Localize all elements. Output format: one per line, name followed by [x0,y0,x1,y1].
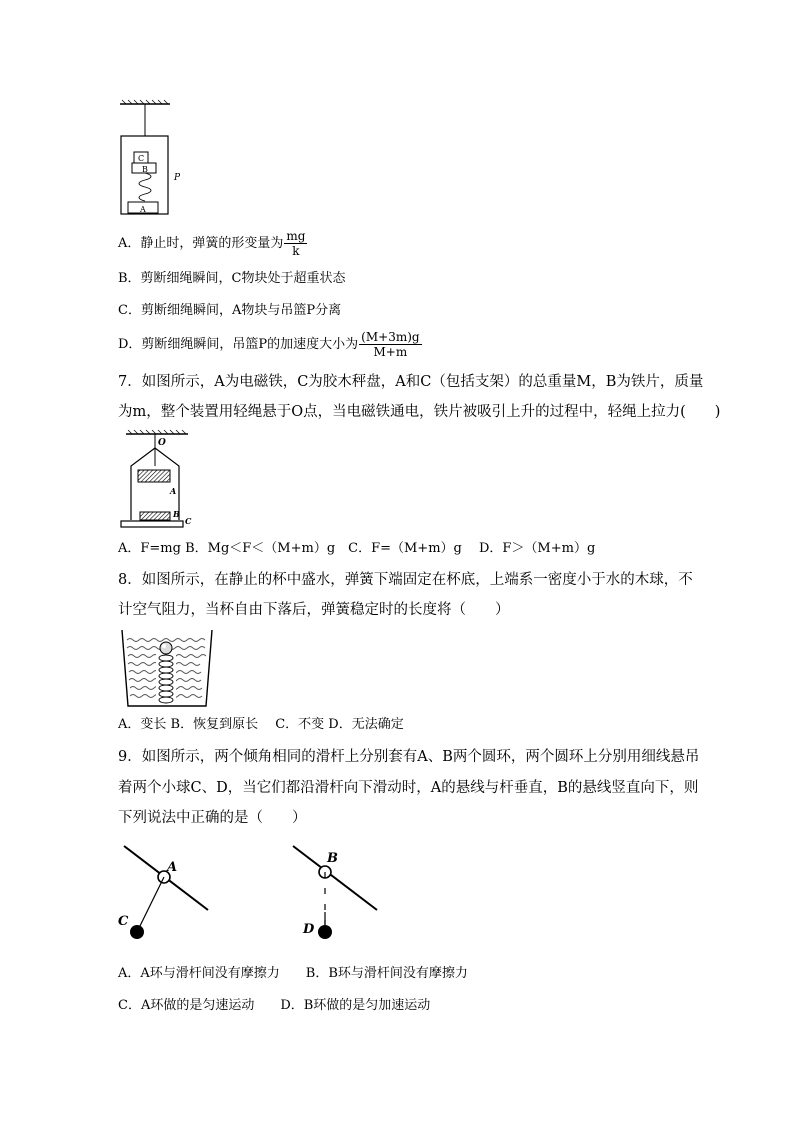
q7-label-c: C [185,516,192,526]
q6-option-b: B．剪断细绳瞬间，C物块处于超重状态 [118,271,346,286]
q7-stem-line-2: 为m，整个装置用轻绳悬于O点，当电磁铁通电，铁片被吸引上升的过程中，轻绳上拉力( ) [118,404,721,420]
q9-stem-line-2: 着两个小球C、D，当它们都沿滑杆向下滑动时，A的悬线与杆垂直，B的悬线竖直向下，则 [118,780,699,796]
q9-rod-a-figure [112,840,222,946]
q9-label-b: B [327,851,338,866]
q8-options: A．变长 B．恢复到原长 C．不变 D．无法确定 [118,717,404,732]
q7-electromagnet-figure [118,428,198,534]
q9-options-row-1: A．A环与滑杆间没有摩擦力 B．B环与滑杆间没有摩擦力 [118,966,468,981]
q9-label-d: D [303,922,315,937]
q6-option-a-text: A．静止时，弹簧的形变量为 [118,236,284,251]
q6-option-a-fraction: $\frac{mg}{k}$ [286,229,306,258]
q6-label-b: B [142,165,148,174]
q7-label-a: A [170,486,177,496]
q6-label-p: P [174,173,181,183]
q6-basket-figure [118,98,190,218]
q6-option-c: C．剪断细绳瞬间，A物块与吊篮P分离 [118,303,342,318]
q9-options-row-2: C．A环做的是匀速运动 D．B环做的是匀加速运动 [118,998,431,1013]
q9-label-c: C [118,914,129,929]
q7-label-b: B [173,509,180,519]
q6-option-d [118,331,422,358]
q9-label-a: A [167,860,178,875]
q8-cup-figure [118,626,214,710]
q7-label-o: O [158,438,166,448]
q6-option-d-text: D．剪断细绳瞬间，吊篮P的加速度大小为 [118,337,359,352]
q9-stem-line-3: 下列说法中正确的是（ ） [118,810,307,826]
q7-options: A．F=mg B．Mg＜F＜（M+m）g C．F=（M+m）g D．F＞（M+m）g [118,541,596,556]
q7-stem-line-1: 7．如图所示，A为电磁铁，C为胶木秤盘，A和C（包括支架）的总重量M，B为铁片，质量 [118,374,704,390]
q9-rod-b-figure [285,840,385,946]
q6-option-a [118,230,307,257]
q6-label-a: A [140,205,146,214]
q6-label-c: C [138,154,145,163]
q8-stem-line-2: 计空气阻力，当杯自由下落后，弹簧稳定时的长度将（ ） [118,602,510,618]
q9-stem-line-1: 9．如图所示，两个倾角相同的滑杆上分别套有A、B两个圆环，两个圆环上分别用细线悬吊 [118,749,700,765]
q8-stem-line-1: 8．如图所示，在静止的杯中盛水，弹簧下端固定在杯底，上端系一密度小于水的木球，不 [118,572,693,588]
q6-option-d-fraction: $\frac{(M+3m)g}{M+m}$ [361,330,420,359]
